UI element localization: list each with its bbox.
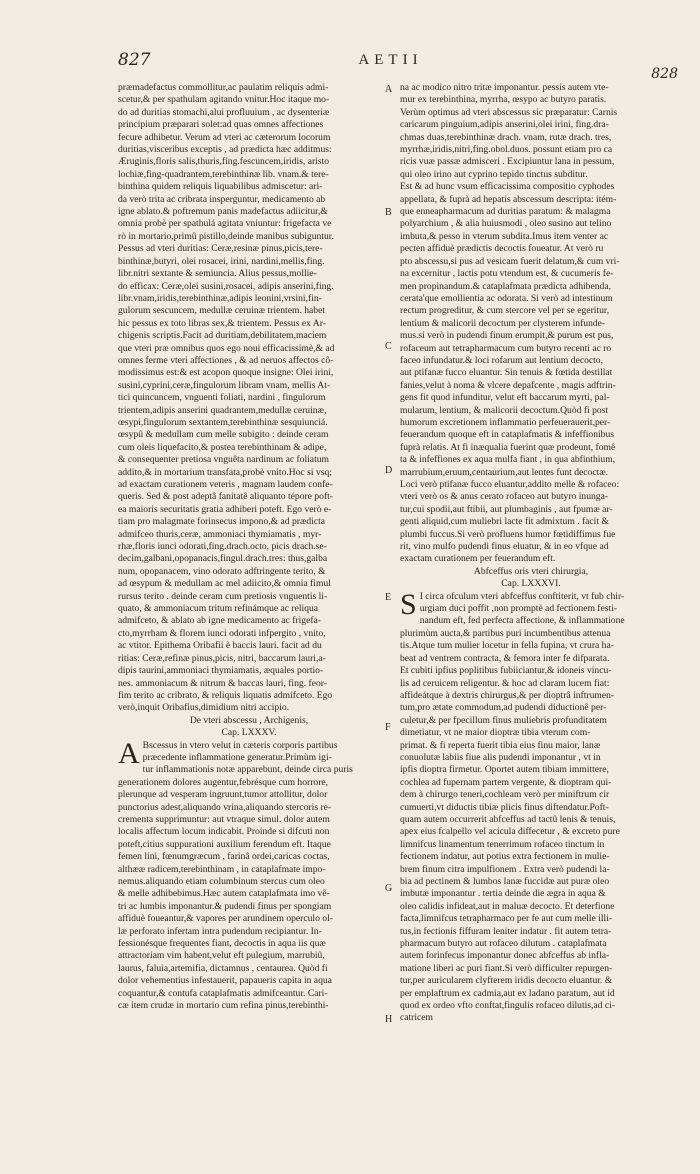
text-line: mur ex terebinthina, myrrha, œsypo ac butyro paratis. — [400, 94, 607, 106]
drop-capital: S — [400, 587, 417, 621]
text-line: affideátque à dextris chirurgus,& per dioptrâ inftrumen- — [400, 689, 615, 701]
text-line: poteft,citius suppurationi auxilium ferendum eft. Itaque — [118, 838, 331, 850]
text-line: primat. & fi reperta fuerit tibia eius finu maior, lanæ — [400, 739, 601, 751]
text-line: nandum eft, fed perfecta affectione, & inflammatione — [419, 615, 625, 627]
text-line: I circa ofculum vteri abfceffus conftiterit, vt fub chir- — [419, 590, 625, 602]
text-line: ritias: Ceræ,refinæ pinus,picis, nitri, baccarum lauri,a- — [118, 652, 326, 664]
text-line: cæ item crudæ in mortario cum refina pinus,terebinthi- — [118, 1000, 329, 1012]
text-line: laurus, faluia,artemifia, dictamnus , centaurea. Quòd fi — [118, 962, 328, 974]
text-line: duritias,visceribus exceptis , ad prædicta hæc additmus: — [118, 144, 332, 156]
text-line: coquantur,& contufa cataplafmatis admifceantur. Cari- — [118, 987, 328, 999]
text-line: & consequenter pretiosa vnguêta nardinum ac foliatum — [118, 454, 329, 466]
text-line: pharmacum butyro aut rofaceo dilutum . cataplafmata — [400, 938, 607, 950]
page-number-right: 828 — [651, 66, 678, 82]
text-line: imbutæ imponantur . tertia deinde die ægra in aqua & — [400, 888, 606, 900]
text-line: per emplaftrum ex cadmia,aut ex ladano paratum, aut id — [400, 987, 615, 999]
text-line: cochlea ad fupernam partem vergente, & dioptram qui- — [400, 776, 612, 788]
text-line: tus,in fectionis fiffuram leniter indatur . fit autem tetra- — [400, 925, 612, 937]
margin-marker-c: C — [385, 341, 392, 352]
text-line: culetur,& per fpecillum finus muliebris profunditatem — [400, 714, 607, 726]
text-line: præcedente inflammatione generatur.Primùm igi- — [142, 751, 332, 763]
text-line: mularum, lentium, & malicorii decoctum.Quòd fi post — [400, 404, 609, 416]
text-line: do ad duritias stomachi,alui profluuium , ac dysenteriæ — [118, 106, 330, 118]
text-line: Est & ad hunc vsum efficacissima compositio cyphodes — [400, 181, 615, 193]
text-line: ad exactam curationem veteris , magnam laudem confe- — [118, 479, 333, 490]
text-line: na excernitur , lactis potu vtendum est, & cucumeris fe- — [400, 268, 614, 280]
text-line: beat ad ventrem contracta, & femora inter fe difparata. — [400, 652, 610, 664]
text-line: verò,inquit Oribafius,dimidium nitri accipio. — [118, 702, 290, 714]
text-line: gulorum sescuncem, medullæ ceruinæ trientem. habet — [118, 305, 326, 317]
margin-marker-a: A — [385, 84, 393, 95]
text-line: num, opopanacem, vino odorato adftringente terito, & — [118, 565, 326, 577]
margin-marker-d: D — [385, 465, 393, 476]
text-line: althææ radicem,terebinthinam , in cataplafmate impo- — [118, 863, 326, 875]
text-line: vteri verò os & anus cerato rofaceo aut butyro inunga- — [400, 491, 609, 503]
text-line: mus.si verò in pudendi finum erumpit,& purum est pus, — [400, 330, 614, 342]
text-line: tur,cui spodii,aut ftibii, aut plumbaginis , aut fpumæ ar- — [400, 503, 613, 515]
text-line: myrrhæ,iridis,nitri,fing.obol.duos. possunt etiam pro ca — [400, 144, 613, 156]
margin-marker-f: F — [385, 722, 391, 733]
text-line: cum oleis liquefacito,& postea terebinthinam & adipe, — [118, 441, 327, 453]
chapter-number: Cap. LXXXVI. — [501, 578, 561, 590]
text-line: dem à chirurgo teneri,cochleam verò per miniftrum cir — [400, 789, 610, 801]
text-line: principium præparari solet:ad quas omnes affectiones — [118, 119, 324, 131]
text-line: tri ac lumbis imponantur.& pudendi finus per spongiam — [118, 900, 332, 912]
text-line: fectionem indatur, aut potius extra fectionem in mulie- — [400, 851, 610, 863]
text-line: fanies,velut à noma & vlcere depafcente , magis adftrin- — [400, 379, 616, 391]
text-line: limnifcus linamentum tenerrimum rofaceo tinctum in — [400, 838, 605, 850]
text-line: cerata'que emollientia ac odorata. Si verò ad intestinum — [400, 292, 613, 304]
chapter-heading: Abfceffus oris vteri chirurgia, — [473, 565, 589, 577]
margin-marker-g: G — [385, 883, 393, 894]
text-line: pto abscessu,si pus ad vesicam fuerit delatum,& cum vri- — [400, 255, 620, 267]
text-line: caricarum pinguium,adipis anserini,olei irini, fing.dra- — [400, 119, 609, 131]
text-line: admifceo thuris,ceræ, ammoniaci thymiamatis , myr- — [118, 528, 322, 540]
margin-marker-e: E — [385, 592, 392, 603]
text-line: catricem — [400, 1012, 434, 1024]
text-line: facta,limnifcus tetrapharmaco per fe aut cum melle illi- — [400, 913, 613, 925]
text-line: libr.vnam,iridis,terebinthinæ,adipis leonini,vrsini,fin- — [118, 292, 322, 304]
text-line: rhæ,floris iunci odorati,fing.drach.octo, picis drach.se- — [118, 541, 327, 553]
text-line: ipfis dioptra firmetur. Oportet autem tibiam immittere, — [400, 764, 609, 776]
text-line: ricis vuæ passæ admisceri . Excipiuntur lana in pessum, — [400, 156, 615, 168]
text-line: queris. Sed & post adeptâ fanitatê aliquanto tépore poft- — [118, 491, 333, 503]
text-line: dipis taurini,ammoniaci thymiamatis, æquales portio- — [118, 665, 324, 677]
text-line: bia ad pectinem & lumbos lanæ fuccidæ aut puræ oleo — [400, 876, 610, 887]
text-line: apex eius fcalpello vel acicula diffecetur , & excreto pure — [400, 826, 620, 838]
text-line: qui oleo irino aut cyprino tepido tinctus subditur. — [400, 168, 588, 180]
text-line: do efficax: Ceræ,olei susini,rosacei, adipis anserini,fing. — [118, 280, 334, 292]
text-line: tis.Atque tum mulier locetur in fella fupina, vt crura ha- — [400, 640, 614, 652]
text-line: fessionésque frequentes fiant, decoctis in aqua iis quæ — [118, 938, 326, 950]
text-line: rofaceum aut tetrapharmacum cum butyro recenti ac ro — [400, 342, 612, 354]
text-line: plerunque ad vesperam ingruunt,tumor attollitur, dolor — [118, 789, 328, 801]
text-line: læ perforato infertam intra pudendum recipiantur. In- — [118, 925, 322, 937]
text-line: punctorius adest,aliquando vrina,aliquando stercoris re- — [118, 801, 332, 813]
text-line: tici quincuncem, vnguenti foliati, nardini , fingulorum — [118, 392, 326, 404]
margin-marker-b: B — [385, 207, 392, 218]
drop-capital: A — [118, 736, 140, 770]
text-line: tur inflammationis notæ apparebunt, deinde circa puris — [142, 764, 353, 776]
text-line: exactam curationem per feuerandum eft. — [400, 553, 556, 565]
page-number-left: 827 — [118, 50, 151, 70]
text-line: Æruginis,floris salis,thuris,fing.fescuncem,iridis, aristo — [118, 156, 330, 168]
text-line: libr.nitri sextante & semiuncia. Alius pessus,mollie- — [118, 268, 317, 280]
text-line: pecten affiduè prædictis decoctis foueatur. At verò ru — [400, 243, 604, 255]
text-line: rectum progreditur, & cum stercore vel per se egeritur, — [400, 305, 610, 317]
text-line: hic pessus ex toto libras sex,& trientem. Pessus ex Ar- — [118, 317, 326, 329]
right-column — [400, 82, 662, 1152]
text-line: omnia probè per spathulá agitata vniuntur: frigefacta ve — [118, 218, 332, 230]
text-line: generationem dolores augentur,febrésque cum horrore, — [118, 776, 329, 788]
text-line: rò in mortario,primû pistillo,deinde manibus subiguntur. — [118, 230, 334, 242]
text-line: conuolutæ labiis fiue alis pudendi imponantur , vt in — [400, 751, 601, 763]
text-line: que enneapharmacum ad duritias paratum: & malagma — [400, 206, 611, 218]
margin-marker-h: H — [385, 1014, 393, 1025]
text-line: omnes ferme vteri affectiones , & ad neruos affectos cô- — [118, 354, 334, 366]
text-line: nemus.aliquando etiam columbinum stercus cum oleo — [118, 876, 325, 887]
text-line: susini,cyprini,ceræ,fingulorum libram vnam, mellis At- — [118, 379, 331, 391]
text-line: Loci verò ptifanæ fucco eluantur,addito melle & rofaceo: — [400, 479, 620, 490]
text-line: lis ad ceruicem religentur. & hoc ad claram lucem fiat: — [400, 677, 610, 689]
text-line: dolor vehementius infestauerit, papaueris capita in aqua — [118, 975, 332, 987]
text-line: fim terito ac cribrato, & reliquis liquatis admifceto. Ego — [118, 689, 333, 701]
text-line: lentium & malicorii decoctum per clysterem infunde- — [400, 317, 606, 329]
text-line: que vteri præ omnibus quos ego noui efficacissimè,& ad — [118, 342, 335, 354]
text-line: œsypi,fingulorum sextantem,terebinthinæ sesquiunciá. — [118, 416, 328, 428]
chapter-heading: De vteri abscessu , Archigenis, — [189, 714, 309, 726]
text-line: ea maioris securitatis gratia adhiberi poteft. Ego verò e- — [118, 503, 332, 515]
text-line: quod ex ordeo vfto conftat,fingulis rofaceo dilutis,ad ci- — [400, 1000, 615, 1012]
text-line: da verò trita ac cribrata insperguntur, medicamento ab — [118, 193, 326, 205]
chapter-number: Cap. LXXXV. — [221, 727, 277, 739]
text-line: dimetiatur, vt ne maior dioptræ tibia vterum com- — [400, 727, 591, 739]
text-line: urgiam duci poffit ,non promptè ad fectionem festi- — [419, 603, 618, 615]
text-line: crementa supprimuntur: aut vtraque simul. dolor autem — [118, 813, 330, 825]
text-line: ta & infeffiones ex aqua mulfa fiant , in qua abfinthium, — [400, 454, 616, 466]
text-line: nes. ammoniacum & nitrum & baccas lauri, fing. feor- — [118, 677, 327, 689]
text-line: œsypû & medullam cum melle subigito : deinde ceram — [118, 429, 329, 441]
text-line: modissimus est:& est acopon quoque insigne: Olei irini, — [118, 367, 334, 379]
text-line: rit, vino mulfo pudendi finus eluatur, & in eo vfque ad — [400, 541, 609, 553]
text-line: men propinandum.& cataplafmata prædicta adhibenda, — [400, 280, 611, 292]
text-line: fecure adhibetur. Verum ad vteri ac cæterorum locorum — [118, 131, 331, 143]
text-line: tur,per auricularem clyfterem iridis decocto eluantur. & — [400, 975, 613, 987]
text-line: tum,pro ætate commodum,ad pudendi diductionê per- — [400, 702, 607, 714]
text-line: brem finum citra impulfionem . Extra verò pudendi la- — [400, 863, 610, 875]
text-line: scetur,& per spathulam agitando vnitur.Hoc itaque mo- — [118, 94, 330, 106]
text-line: ac vtitor. Epithema Oribafii è baccis lauri. facit ad du — [118, 640, 322, 652]
text-line: trientem,adipis anserini quadrantem,medullæ ceruinæ, — [118, 404, 327, 416]
running-title: AETII — [358, 52, 423, 68]
text-line: fuprà relatis. At fi inæqualia fuerint quæ prodeunt, fomê — [400, 441, 616, 453]
text-line: plumbi fuccus.Si verò profluens humor fœtidiffimus fue — [400, 528, 616, 540]
text-line: humorum excretionem inflammatio perfeuerauerit,per- — [400, 416, 611, 428]
text-line: binthinæ,butyri, olei rosacei, irini, nardini,mellis,fing. — [118, 255, 325, 267]
text-line: quato, & ammoniacum tritum refinámque ac reliqua — [118, 603, 319, 615]
text-line: Verùm optimus ad vteri abscessus sic præparatur: Carnis — [400, 106, 618, 118]
text-line: na ac modico nitro tritæ imponantur. pessis autem vte- — [400, 82, 609, 93]
text-line: affiduè foueantur,& vapores per arundinem operculo ol- — [118, 913, 333, 925]
text-line: appellata, & fuprà ad hepatis abscessum descripta: itém- — [400, 193, 617, 205]
text-line: binthina quidem reliquis liquabilibus admiscetur: ari- — [118, 181, 323, 193]
text-line: decim,galbani,opopanacis,fingul.drach.tres: thus,galba — [118, 553, 328, 565]
text-line: Pessus ad vteri duritias: Ceræ,resinæ pinus,picis,tere- — [118, 243, 323, 255]
text-line: chigenis scriptis.Facit ad duritiam,debilitatem,maciem — [118, 330, 327, 342]
text-line: localis affectum locum indicabit. Proinde si difcuti non — [118, 826, 330, 838]
text-line: Bscessus in vtero velut in cæteris corporis partibus — [142, 739, 338, 751]
text-line: admifceto, & ablato ab igne medicamento ac frigefa- — [118, 615, 321, 627]
text-line: igne ablato.& poftremum panis madefactus adiicitur,& — [118, 206, 328, 218]
text-line: marrubium,eruum,centaurium,aut lentes funt decoctæ. — [400, 466, 609, 478]
left-column — [118, 82, 380, 1152]
text-line: matione liberi ac puri fiant.Si verò difficulter repurgen- — [400, 962, 613, 974]
text-line: Et cubiti ipfius poplitibus fubiiciantur,& idoneis vincu- — [400, 665, 612, 677]
text-line: cumuerti,vt diductis tibiæ plicis finus diftendatur.Poft- — [400, 801, 609, 813]
text-line: lochiæ,fing-quadrantem,terebinthinæ lib. vnam.& tere- — [118, 168, 329, 180]
text-line: imbuta,& pesso in vterum subdita.Imus item venter ac — [400, 230, 609, 242]
page-header — [118, 50, 678, 82]
text-line: cto,myrrham & florem iunci odorati infpergito , vnito, — [118, 627, 326, 639]
text-line: polyarchium , & alia huiusmodi , oleo susino aut telino — [400, 218, 612, 230]
text-line: autem forinfecus imponantur donec abfceffus ab infla- — [400, 950, 610, 962]
text-line: oleo calidis infideat,aut in maluæ decocto. Et deterfione — [400, 900, 615, 912]
text-line: plurimùm aucta,& partibus puri incumbentibus attenua — [400, 627, 611, 639]
text-line: quam autem occurrerit abfceffus ad tactû lenis & tenuis, — [400, 813, 616, 825]
text-line: chmas duas,terebinthinæ drach. vnam, rutæ drach. tres, — [400, 131, 612, 143]
text-line: rursus terito . deinde ceram cum pretiosis vnguentis li- — [118, 590, 328, 602]
text-line: gens fit quod infunditur, velut eft baccarum myrti, pal- — [400, 392, 610, 404]
text-line: ad œsypum & medullam ac mel adiicito,& omnia fimul — [118, 578, 331, 590]
text-line: aut ptifanæ fucco eluantur. Sin tenuis & fœtida destillat — [400, 367, 613, 379]
text-line: præmadefactus commollitur,ac paulatim reliquis admi- — [118, 82, 329, 93]
text-line: & melle adhibebimus.Hæc autem cataplafmata imo vê- — [118, 888, 330, 900]
text-line: tiam pro malagmate forinsecus impono,& ad prædicta — [118, 516, 326, 528]
text-line: feuerandum quoque eft in cataplafmatis & infeffionibus — [400, 429, 615, 441]
text-line: attractoriam vim habent,velut eft pulegium, marrubiû, — [118, 950, 325, 962]
text-line: addito,& in mortarium transfata,probè vnito.Hoc si vsq; — [118, 466, 332, 478]
text-line: femen lini, fœnumgræcum , farinâ ordei,caricas coctas, — [118, 851, 330, 863]
text-line: faceo infundatur.& loci rofarum aut lentium decocto, — [400, 354, 603, 366]
text-line: genti aliquid,cum muliebri lacte fit admixtum . facit & — [400, 516, 609, 528]
